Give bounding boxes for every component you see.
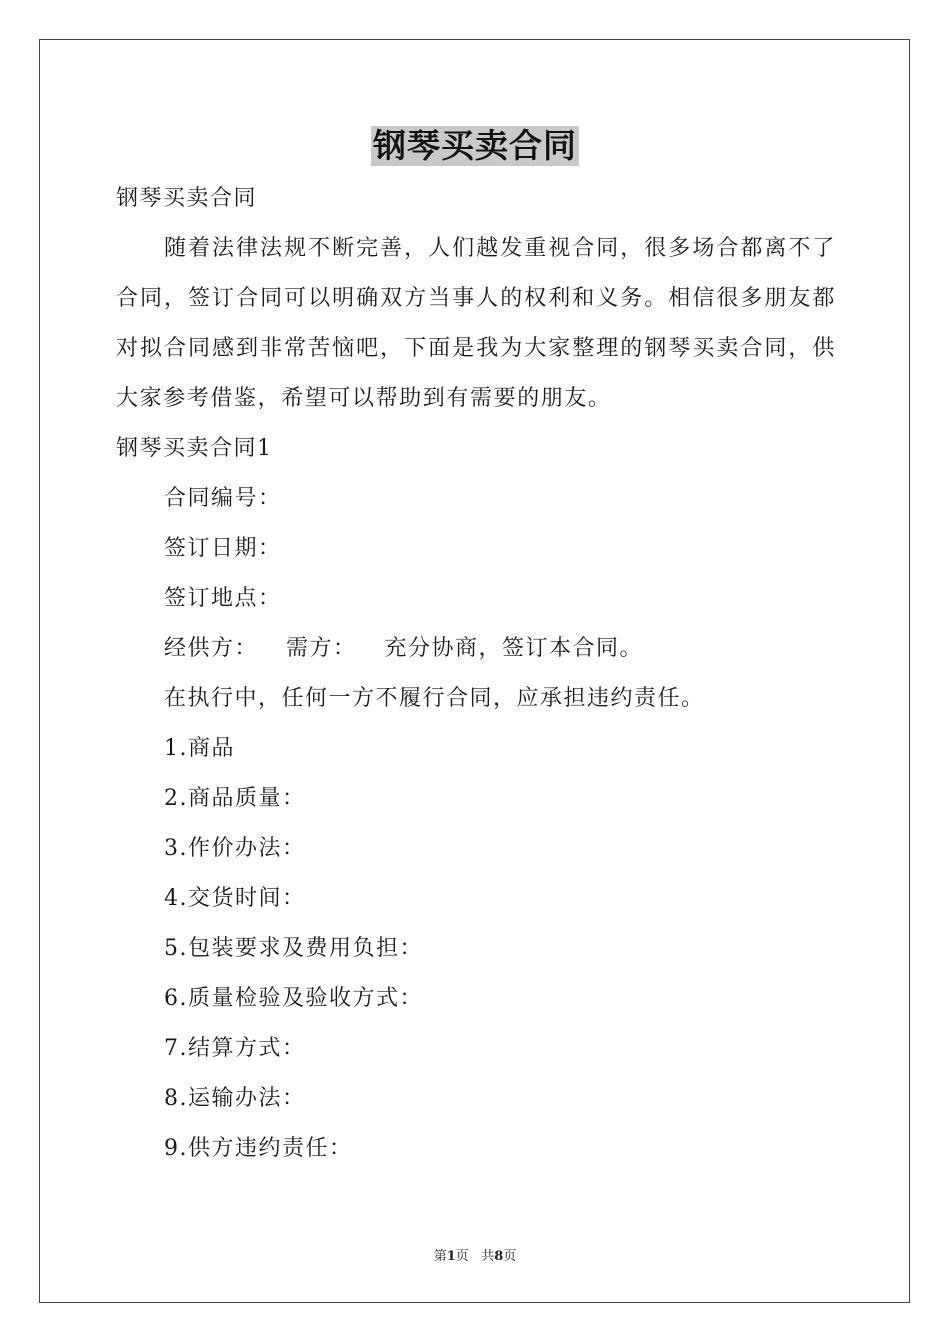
list-item: 7.结算方式：: [164, 1036, 306, 1061]
page-number: 1: [446, 1249, 456, 1264]
page-prefix: 第: [433, 1249, 447, 1264]
total-suffix: 页: [503, 1249, 517, 1264]
document-body: [116, 174, 836, 1174]
list-item: 5.包装要求及费用负担：: [164, 936, 423, 961]
section-heading: 钢琴买卖合同1: [116, 436, 273, 461]
subtitle: 钢琴买卖合同: [116, 186, 258, 211]
parties-line: [116, 624, 836, 674]
intro-paragraph: 随着法律法规不断完善，人们越发重视合同，很多场合都离不了合同，签订合同可以明确双方当事人的权利和义务。相信很多朋友都对拟合同感到非常苦恼吧，下面是我为大家整理的钢琴买卖合同，供大家参考借鉴，希望可以帮助到有需要的朋友。: [116, 236, 836, 411]
document-title: [0, 126, 950, 166]
agreement-text: 充分协商，签订本合同。: [384, 636, 644, 661]
list-item: 6.质量检验及验收方式：: [164, 986, 423, 1011]
liability-clause: 在执行中，任何一方不履行合同，应承担违约责任。: [164, 686, 705, 711]
list-item: 8.运输办法：: [164, 1086, 306, 1111]
sign-date-field: 签订日期：: [164, 536, 282, 561]
list-item: 4.交货时间：: [164, 886, 306, 911]
total-prefix: 共: [481, 1249, 495, 1264]
list-item: 3.作价办法：: [164, 836, 306, 861]
list-item: 2.商品质量：: [164, 786, 306, 811]
contract-number-field: 合同编号：: [164, 486, 282, 511]
list-item: 9.供方违约责任：: [164, 1136, 353, 1161]
sign-place-field: 签订地点：: [164, 586, 282, 611]
demander-label: 需方：: [286, 636, 357, 661]
supplier-label: 经供方：: [164, 636, 259, 661]
total-pages: 8: [494, 1249, 504, 1264]
page-footer: [0, 1245, 950, 1264]
document-title-text: 钢琴买卖合同: [373, 126, 577, 165]
page-suffix: 页: [455, 1249, 469, 1264]
list-item: 1.商品: [164, 736, 235, 761]
